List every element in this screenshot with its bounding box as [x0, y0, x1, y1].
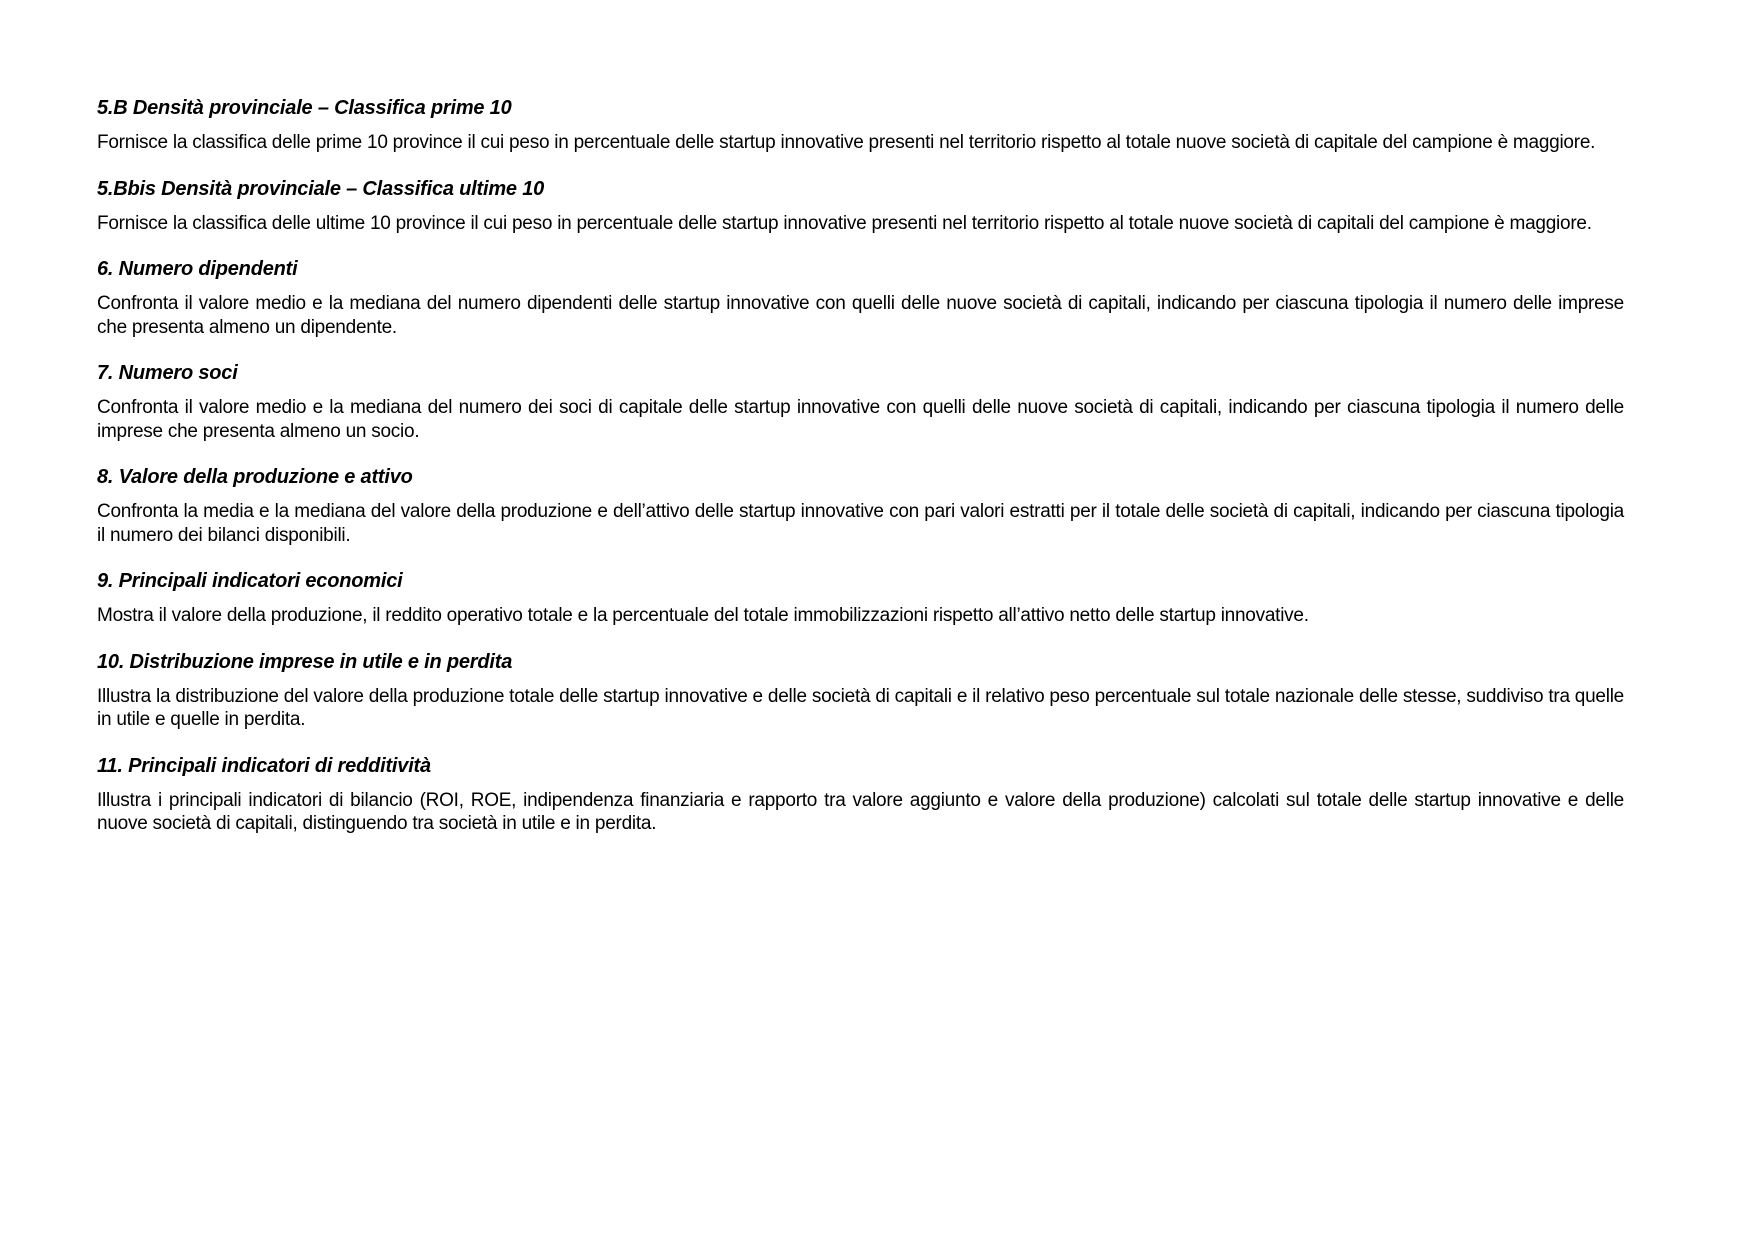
section-paragraph: Illustra la distribuzione del valore della produzione totale delle startup innovative e delle società di capitali e il relativo peso percentuale sul totale nazionale delle stesse, suddiviso tra quelle in utile e quelle in perdita. — [97, 685, 1624, 730]
section-heading: 10. Distribuzione imprese in utile e in perdita — [97, 650, 513, 673]
section-paragraph: Confronta il valore medio e la mediana del numero dipendenti delle startup innovative con quelli delle nuove società di capitali, indicando per ciascuna tipologia il numero delle imprese che presenta almeno un dipendente. — [97, 293, 1624, 338]
document-section — [97, 443, 1624, 547]
section-paragraph: Mostra il valore della produzione, il reddito operativo totale e la percentuale del totale immobilizzazioni rispetto all’attivo netto delle startup innovative. — [97, 605, 1309, 626]
section-paragraph: Confronta la media e la mediana del valore della produzione e dell’attivo delle startup innovative con pari valori estratti per il totale delle società di capitali, indicando per ciascuna tipologia il numero dei bilanci disponibili. — [97, 501, 1624, 546]
section-heading: 5.B Densità provinciale – Classifica prime 10 — [97, 97, 512, 119]
section-heading: 6. Numero dipendenti — [97, 258, 298, 280]
document-section — [97, 235, 1624, 339]
section-heading: 11. Principali indicatori di redditività — [97, 754, 431, 777]
document-section — [97, 339, 1624, 443]
document-section — [97, 732, 1624, 836]
document-section — [97, 628, 1624, 732]
section-paragraph: Fornisce la classifica delle ultime 10 province il cui peso in percentuale delle startup innovative presenti nel territorio rispetto al totale nuove società di capitali del campione è maggiore. — [97, 212, 1592, 234]
section-paragraph: Illustra i principali indicatori di bilancio (ROI, ROE, indipendenza finanziaria e rapporto tra valore aggiunto e valore della produzione) calcolati sul totale delle startup innovative e delle nuove società di capitali, distinguendo tra società in utile e in perdita. — [97, 789, 1624, 834]
section-heading: 5.Bbis Densità provinciale – Classifica ultime 10 — [97, 177, 545, 200]
document-section — [97, 96, 1624, 155]
section-heading: 9. Principali indicatori economici — [97, 570, 403, 592]
section-paragraph: Confronta il valore medio e la mediana del numero dei soci di capitale delle startup innovative con quelli delle nuove società di capitali, indicando per ciascuna tipologia il numero delle imprese che presenta almeno un socio. — [97, 397, 1624, 442]
section-heading: 8. Valore della produzione e attivo — [97, 466, 413, 488]
section-heading: 7. Numero soci — [97, 362, 238, 384]
document-section — [97, 547, 1624, 628]
section-paragraph: Fornisce la classifica delle prime 10 province il cui peso in percentuale delle startup innovative presenti nel territorio rispetto al totale nuove società di capitale del campione è maggiore. — [97, 132, 1596, 153]
document-section — [97, 155, 1624, 236]
